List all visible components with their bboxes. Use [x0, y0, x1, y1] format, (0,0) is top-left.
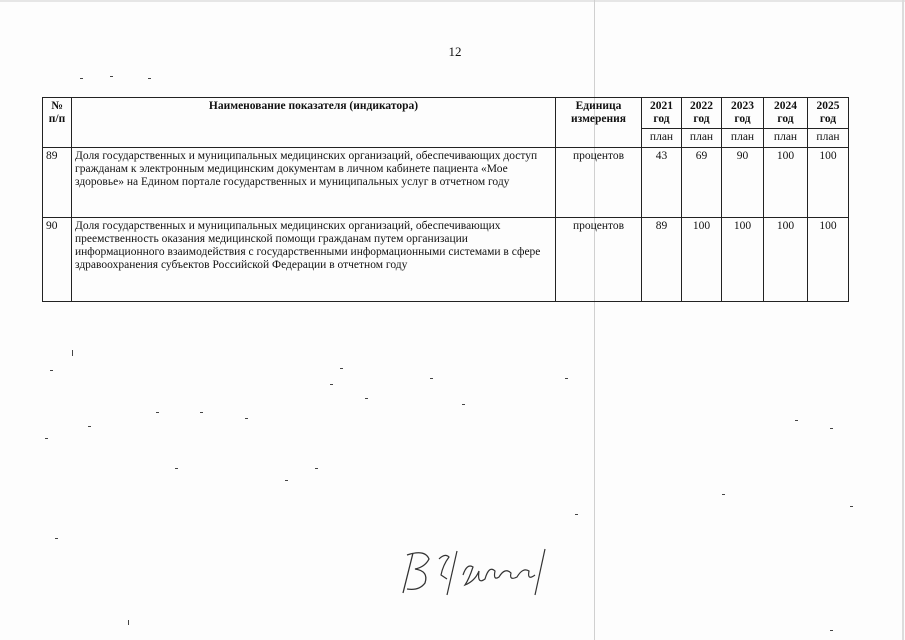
plan-2024: план — [764, 129, 808, 147]
header-year-2021: 2021 год — [642, 98, 682, 129]
row-value-2021: 43 — [642, 147, 682, 217]
header-year-2023: 2023 год — [722, 98, 764, 129]
row-unit: процентов — [556, 147, 642, 217]
plan-2021: план — [642, 129, 682, 147]
plan-2023: план — [722, 129, 764, 147]
row-num: 89 — [43, 147, 72, 217]
scan-fold-line — [594, 0, 595, 640]
table-row — [43, 147, 849, 217]
header-year-2022: 2022 год — [682, 98, 722, 129]
row-value-2022: 100 — [682, 217, 722, 301]
row-value-2022: 69 — [682, 147, 722, 217]
header-name: Наименование показателя (индикатора) — [72, 98, 556, 148]
row-num: 90 — [43, 217, 72, 301]
scan-edge-right — [902, 0, 904, 640]
page-number: 12 — [448, 44, 462, 59]
header-row — [43, 98, 849, 129]
indicators-table — [42, 97, 849, 302]
row-name: Доля государственных и муниципальных медицинских организаций, обеспечивающих доступ гражданам к электронным медицинским документам в личном кабинете пациента «Мое здоровье» на Едином портале государственных и муниципальных услуг в отчетном году — [72, 147, 556, 217]
header-year-2024: 2024 год — [764, 98, 808, 129]
header-year-2025: 2025 год — [808, 98, 849, 129]
table-row — [43, 217, 849, 301]
row-value-2023: 90 — [722, 147, 764, 217]
header-num: № п/п — [43, 98, 72, 148]
header-unit: Единица измерения — [556, 98, 642, 148]
row-value-2023: 100 — [722, 217, 764, 301]
signature — [395, 545, 555, 600]
row-value-2025: 100 — [808, 217, 849, 301]
row-value-2021: 89 — [642, 217, 682, 301]
row-value-2025: 100 — [808, 147, 849, 217]
plan-2022: план — [682, 129, 722, 147]
row-value-2024: 100 — [764, 217, 808, 301]
row-name: Доля государственных и муниципальных медицинских организаций, обеспечивающих преемственность оказания медицинской помощи гражданам путем организации информационного взаимодействия с государственными информационными системами в сфере здравоохранения субъектов Российской Федерации в отчетном году — [72, 217, 556, 301]
row-unit: процентов — [556, 217, 642, 301]
row-value-2024: 100 — [764, 147, 808, 217]
plan-2025: план — [808, 129, 849, 147]
scan-edge-top — [0, 0, 905, 2]
